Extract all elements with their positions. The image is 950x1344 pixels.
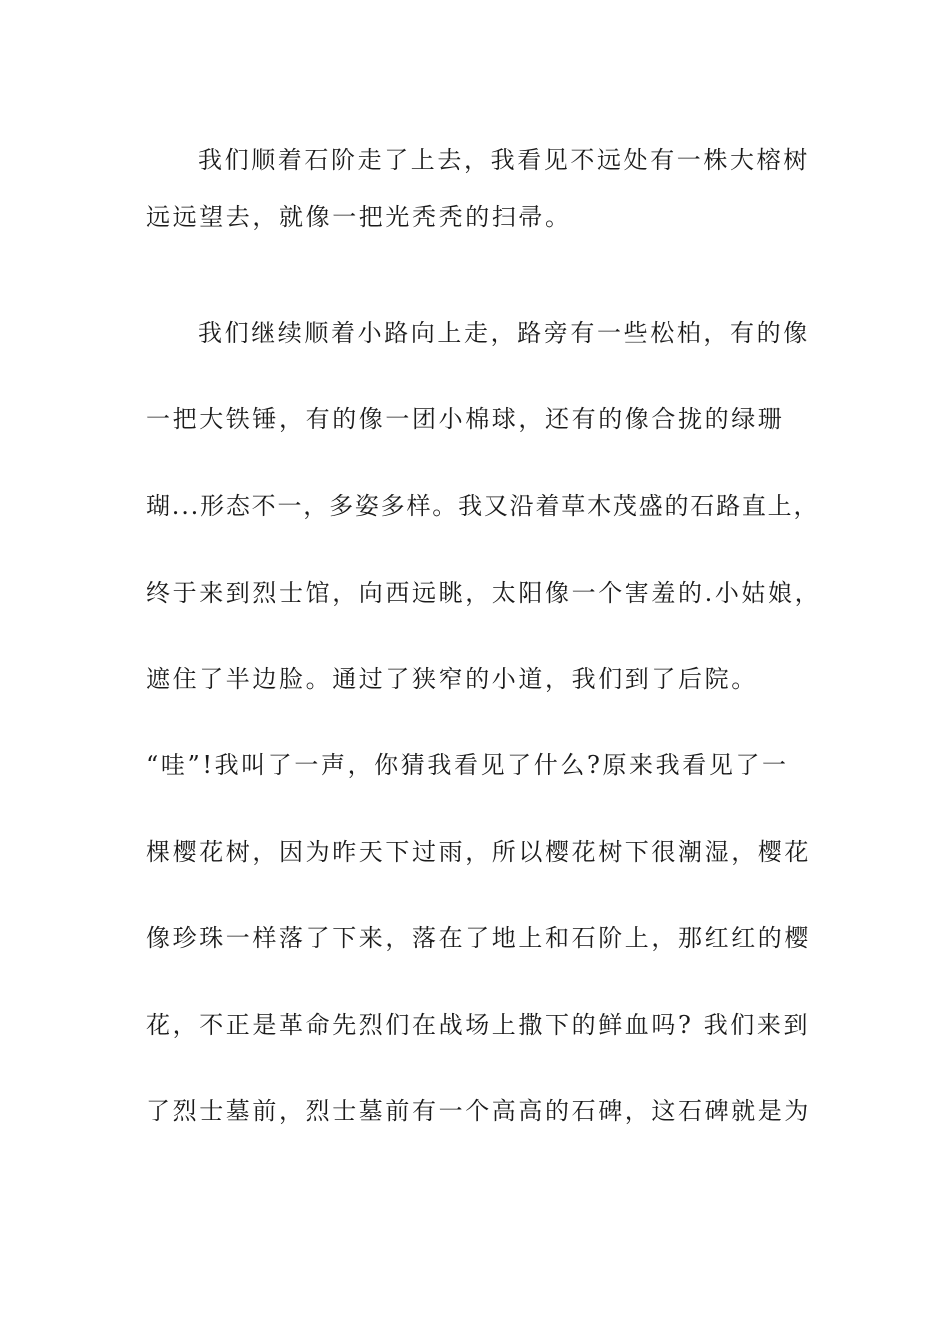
paragraph-line: 棵樱花树，因为昨天下过雨，所以樱花树下很潮湿，樱花 — [146, 838, 811, 866]
paragraph-line: 遮住了半边脸。通过了狭窄的小道，我们到了后院。 — [146, 665, 758, 693]
paragraph-line: 远远望去，就像一把光秃秃的扫帚。 — [146, 203, 572, 231]
paragraph-line: 一把大铁锤，有的像一团小棉球，还有的像合拢的绿珊 — [146, 405, 785, 433]
paragraph-line: 花，不正是革命先烈们在战场上撒下的鲜血吗? 我们来到 — [146, 1011, 811, 1039]
paragraph-line: 像珍珠一样落了下来，落在了地上和石阶上，那红红的樱 — [146, 924, 811, 952]
paragraph-line: “哇”!我叫了一声，你猜我看见了什么?原来我看见了一 — [146, 751, 789, 779]
paragraph-line: 了烈士墓前，烈士墓前有一个高高的石碑，这石碑就是为 — [146, 1097, 811, 1125]
paragraph-line: 我们继续顺着小路向上走，路旁有一些松柏，有的像 — [198, 319, 810, 347]
paragraph-line: 我们顺着石阶走了上去，我看见不远处有一株大榕树 — [198, 146, 810, 174]
paragraph-line: 终于来到烈士馆，向西远眺，太阳像一个害羞的.小姑娘， — [146, 579, 822, 607]
paragraph-line: 瑚...形态不一，多姿多样。我又沿着草木茂盛的石路直上， — [146, 492, 820, 520]
